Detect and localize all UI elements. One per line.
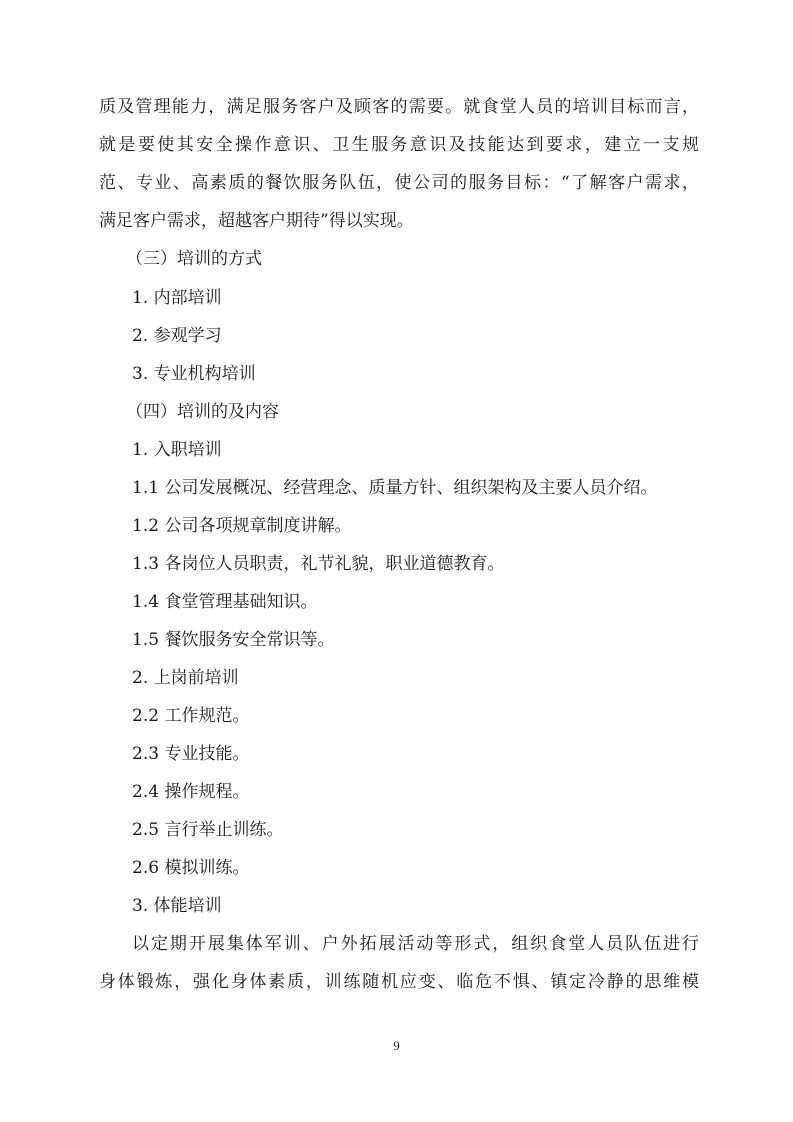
subsection-heading: 3. 体能培训 xyxy=(132,896,222,916)
list-item: 1.2 公司各项规章制度讲解。 xyxy=(132,516,352,536)
list-item: 1.5 餐饮服务安全常识等。 xyxy=(132,630,335,650)
list-item: 2.3 专业技能。 xyxy=(132,744,250,764)
list-item: 1. 内部培训 xyxy=(132,288,222,308)
subsection-heading: 2. 上岗前培训 xyxy=(132,668,239,688)
list-item: 2.4 操作规程。 xyxy=(132,782,250,802)
list-item: 1.3 各岗位人员职责，礼节礼貌，职业道德教育。 xyxy=(132,554,505,574)
list-item: 1.4 食堂管理基础知识。 xyxy=(132,592,318,612)
list-item: 2.5 言行举止训练。 xyxy=(132,820,284,840)
subsection-heading: 1. 入职培训 xyxy=(132,440,222,460)
paragraph-line: 以定期开展集体军训、户外拓展活动等形式，组织食堂人员队伍进行 xyxy=(132,934,699,954)
list-item: 1.1 公司发展概况、经营理念、质量方针、组织架构及主要人员介绍。 xyxy=(132,478,658,498)
list-item: 2.6 模拟训练。 xyxy=(132,858,250,878)
paragraph-line: 质及管理能力，满足服务客户及顾客的需要。就食堂人员的培训目标而言， xyxy=(99,97,699,117)
paragraph-line: 身体锻炼，强化身体素质，训练随机应变、临危不惧、镇定冷静的思维模 xyxy=(99,972,699,992)
paragraph-line: 满足客户需求，超越客户期待”得以实现。 xyxy=(99,211,414,231)
section-heading: （四）培训的及内容 xyxy=(126,402,279,422)
list-item: 2.2 工作规范。 xyxy=(132,706,250,726)
page-number: 9 xyxy=(393,1038,400,1053)
section-heading: （三）培训的方式 xyxy=(126,249,262,269)
paragraph-line: 范、专业、高素质的餐饮服务队伍，使公司的服务目标：“了解客户需求， xyxy=(99,173,699,193)
list-item: 3. 专业机构培训 xyxy=(132,364,256,384)
list-item: 2. 参观学习 xyxy=(132,326,222,346)
paragraph-line: 就是要使其安全操作意识、卫生服务意识及技能达到要求，建立一支规 xyxy=(99,135,699,155)
